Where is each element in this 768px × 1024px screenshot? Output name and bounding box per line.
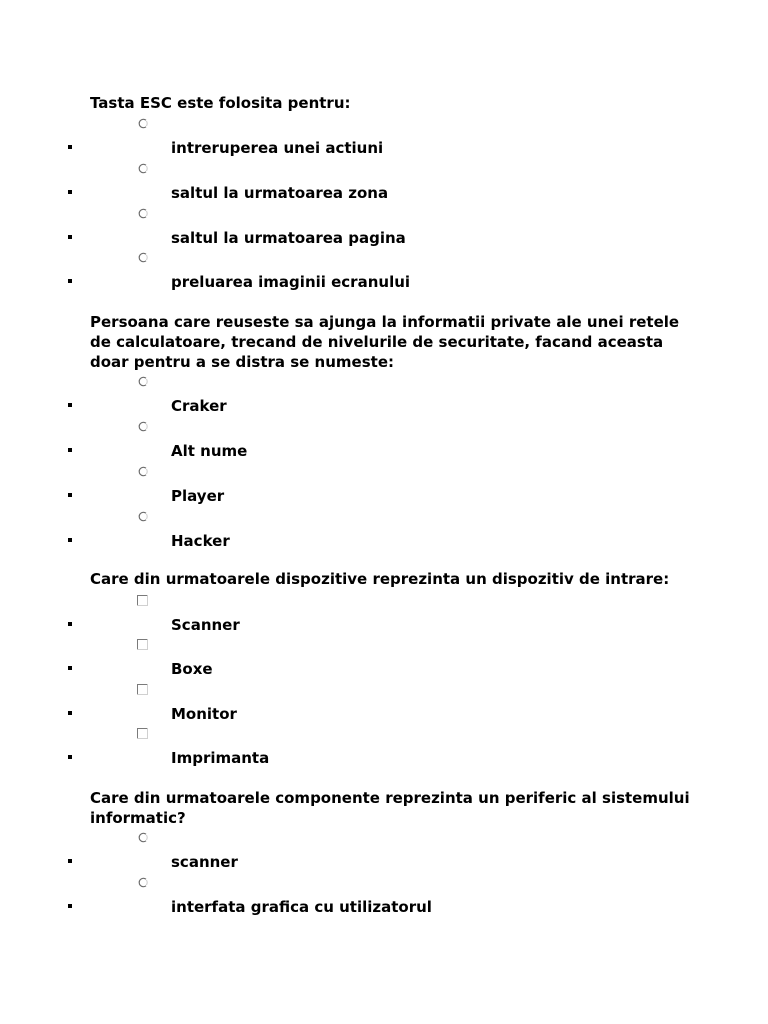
question-3-option-4 — [0, 728, 700, 773]
radio-button[interactable] — [137, 832, 148, 843]
checkbox[interactable] — [137, 684, 148, 695]
question-4-text: Care din urmatoarele componente reprezinta un periferic al sistemului informatic? — [90, 789, 690, 827]
bullet-icon — [68, 279, 72, 283]
option-label[interactable]: Monitor — [171, 705, 237, 723]
bullet-icon — [68, 145, 72, 149]
checkbox[interactable] — [137, 595, 148, 606]
bullet-icon — [68, 666, 72, 670]
question-4-option-2 — [0, 877, 700, 922]
question-2-option-2 — [0, 421, 700, 466]
option-label[interactable]: preluarea imaginii ecranului — [171, 273, 411, 291]
question-3-text: Care din urmatoarele dispozitive reprezinta un dispozitiv de intrare: — [90, 570, 670, 588]
radio-button[interactable] — [137, 466, 148, 477]
radio-button[interactable] — [137, 118, 148, 129]
bullet-icon — [68, 859, 72, 863]
option-label[interactable]: scanner — [171, 853, 238, 871]
option-label[interactable]: Boxe — [171, 660, 213, 678]
question-1-text: Tasta ESC este folosita pentru: — [90, 94, 351, 112]
radio-button[interactable] — [137, 208, 148, 219]
bullet-icon — [68, 403, 72, 407]
checkbox[interactable] — [137, 639, 148, 650]
option-label[interactable]: Scanner — [171, 616, 240, 634]
radio-button[interactable] — [137, 252, 148, 263]
option-label[interactable]: interfata grafica cu utilizatorul — [171, 898, 432, 916]
option-label[interactable]: intreruperea unei actiuni — [171, 139, 384, 157]
bullet-icon — [68, 904, 72, 908]
radio-button[interactable] — [137, 877, 148, 888]
option-label[interactable]: saltul la urmatoarea zona — [171, 184, 389, 202]
bullet-icon — [68, 493, 72, 497]
bullet-icon — [68, 622, 72, 626]
question-1-option-4 — [0, 252, 700, 297]
question-2-option-1 — [0, 376, 700, 421]
option-label[interactable]: Craker — [171, 397, 227, 415]
checkbox[interactable] — [137, 728, 148, 739]
radio-button[interactable] — [137, 163, 148, 174]
bullet-icon — [68, 448, 72, 452]
bullet-icon — [68, 235, 72, 239]
option-label[interactable]: Player — [171, 487, 225, 505]
question-4-option-1 — [0, 832, 700, 877]
option-label[interactable]: Hacker — [171, 532, 230, 550]
bullet-icon — [68, 755, 72, 759]
question-2-option-4 — [0, 511, 700, 556]
radio-button[interactable] — [137, 511, 148, 522]
bullet-icon — [68, 538, 72, 542]
question-2-text: Persoana care reuseste sa ajunga la informatii private ale unei retele de calculatoare, trecand de nivelurile de securitate, facand aceasta doar pentru a se distra se numeste: — [90, 313, 680, 371]
option-label[interactable]: Imprimanta — [171, 749, 270, 767]
radio-button[interactable] — [137, 376, 148, 387]
radio-button[interactable] — [137, 421, 148, 432]
question-1-option-1 — [0, 118, 700, 163]
question-1-option-2 — [0, 163, 700, 208]
question-2-option-3 — [0, 466, 700, 511]
bullet-icon — [68, 190, 72, 194]
option-label[interactable]: Alt nume — [171, 442, 248, 460]
question-1-option-3 — [0, 208, 700, 253]
question-3-option-2 — [0, 639, 700, 684]
bullet-icon — [68, 711, 72, 715]
question-3-option-1 — [0, 595, 700, 640]
option-label[interactable]: saltul la urmatoarea pagina — [171, 229, 406, 247]
question-3-option-3 — [0, 684, 700, 729]
